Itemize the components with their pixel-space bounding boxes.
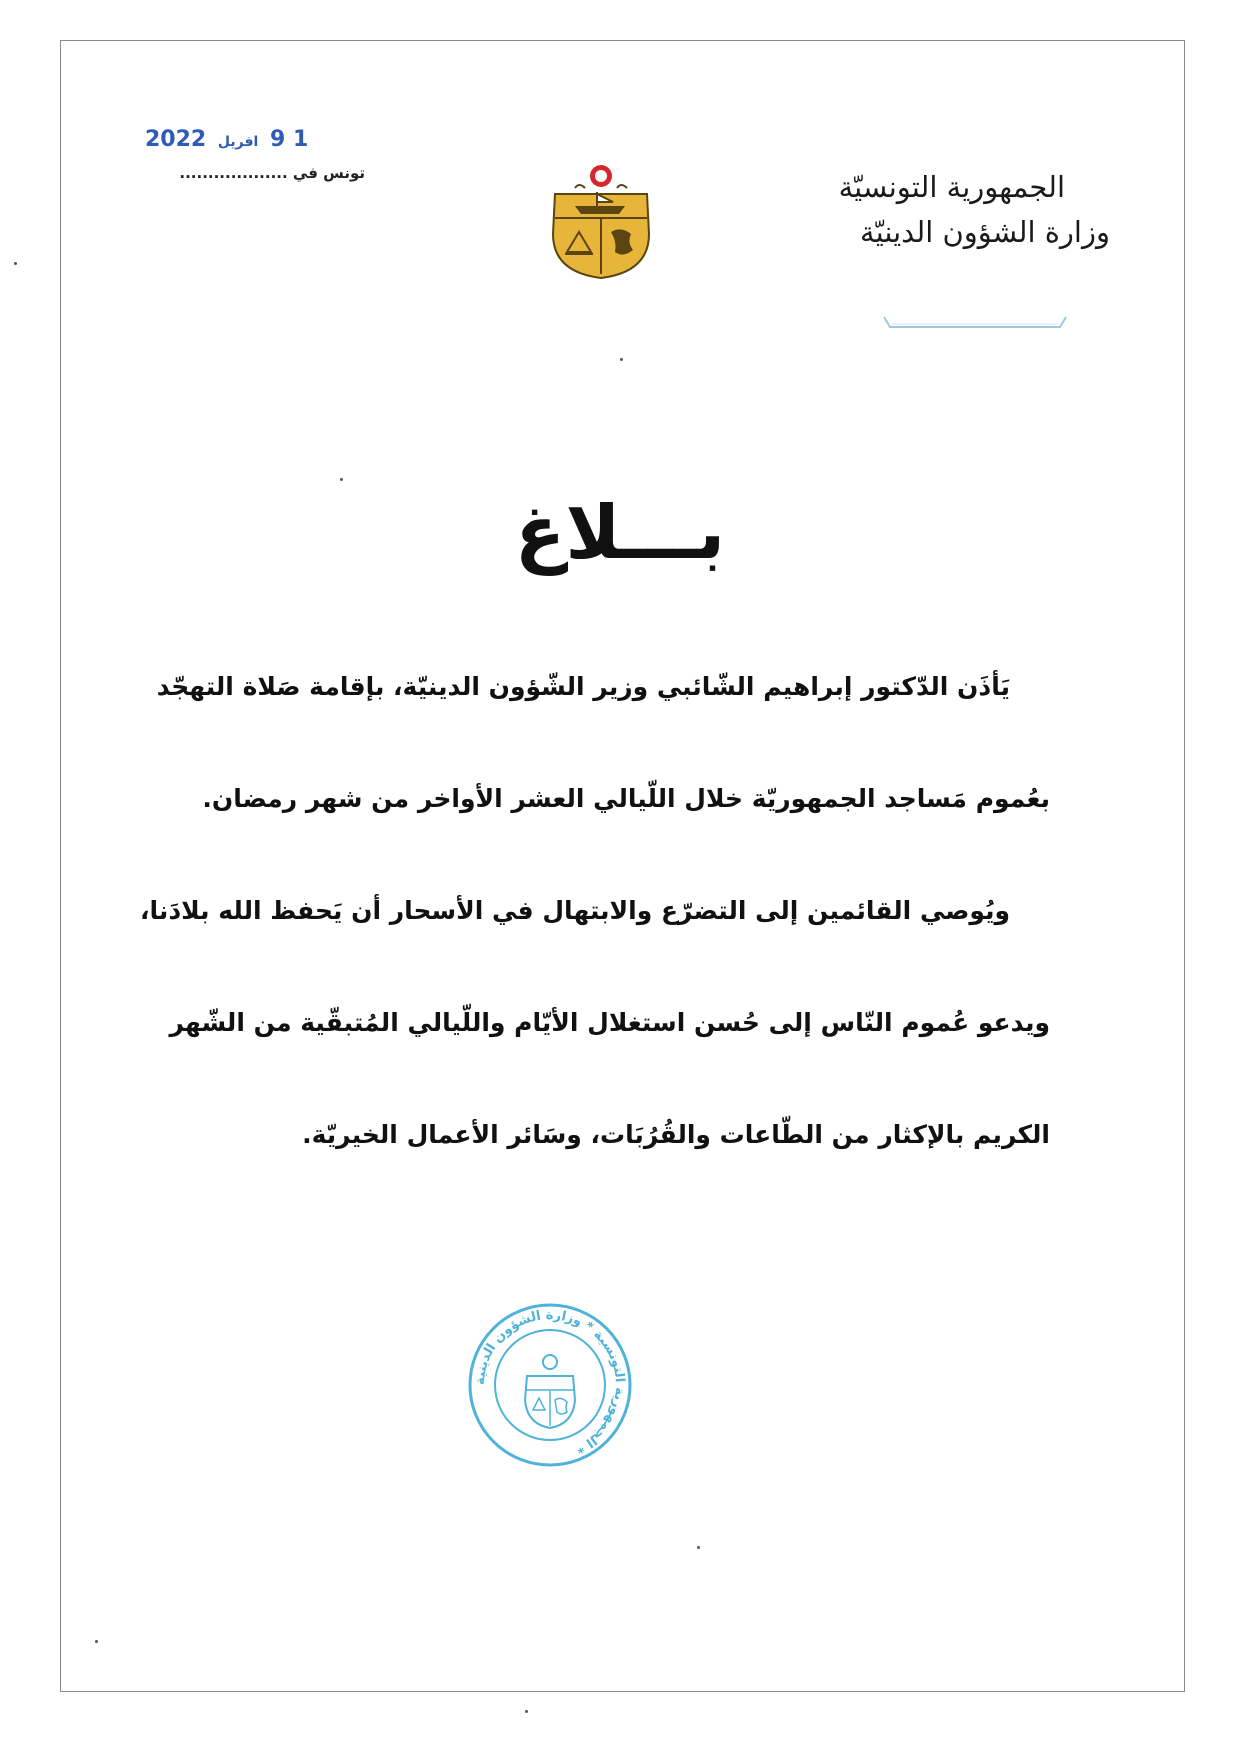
- scan-speck: [697, 1546, 700, 1549]
- date-month: افريل: [217, 134, 259, 150]
- seal-ring-text: الجمهورية التونسية * وزارة الشؤون الدينية *: [472, 1307, 628, 1457]
- scan-speck: [525, 1710, 528, 1713]
- paragraph-line: ويدعو عُموم النّاس إلى حُسن استغلال الأيّام واللّيالي المُتبقّية من الشّهر: [169, 1008, 1050, 1037]
- paragraph-line: ويُوصي القائمين إلى التضرّع والابتهال في الأسحار أن يَحفظ الله بلادَنا،: [140, 896, 1010, 925]
- announcement-body: [140, 672, 1050, 1232]
- scan-speck: [340, 478, 343, 481]
- date-stamp: [145, 127, 308, 152]
- paragraph-line: بعُموم مَساجد الجمهوريّة خلال اللّيالي العشر الأواخر من شهر رمضان.: [202, 784, 1050, 813]
- header-underline: [880, 315, 1070, 331]
- tunisia-coat-of-arms-icon: [545, 162, 657, 282]
- announcement-title: بـــلاغ: [514, 490, 726, 576]
- place-date-line: تونس في ...................: [179, 164, 365, 182]
- scan-speck: [95, 1640, 98, 1643]
- date-day: 1 9: [270, 127, 309, 152]
- official-seal-stamp: [465, 1300, 635, 1470]
- paragraph-line: يَأذَن الدّكتور إبراهيم الشّائبي وزير الشّؤون الدينيّة، بإقامة صَلاة التهجّد: [156, 672, 1010, 701]
- date-year: 2022: [145, 127, 207, 152]
- ministry-header: [780, 165, 1110, 255]
- scan-speck: [14, 262, 17, 265]
- republic-name: الجمهورية التونسيّة: [838, 170, 1065, 204]
- paragraph-line: الكريم بالإكثار من الطّاعات والقُرُبَات، وسَائر الأعمال الخيريّة.: [302, 1120, 1050, 1149]
- scan-speck: [620, 358, 623, 361]
- ministry-name: وزارة الشؤون الدينيّة: [860, 214, 1110, 249]
